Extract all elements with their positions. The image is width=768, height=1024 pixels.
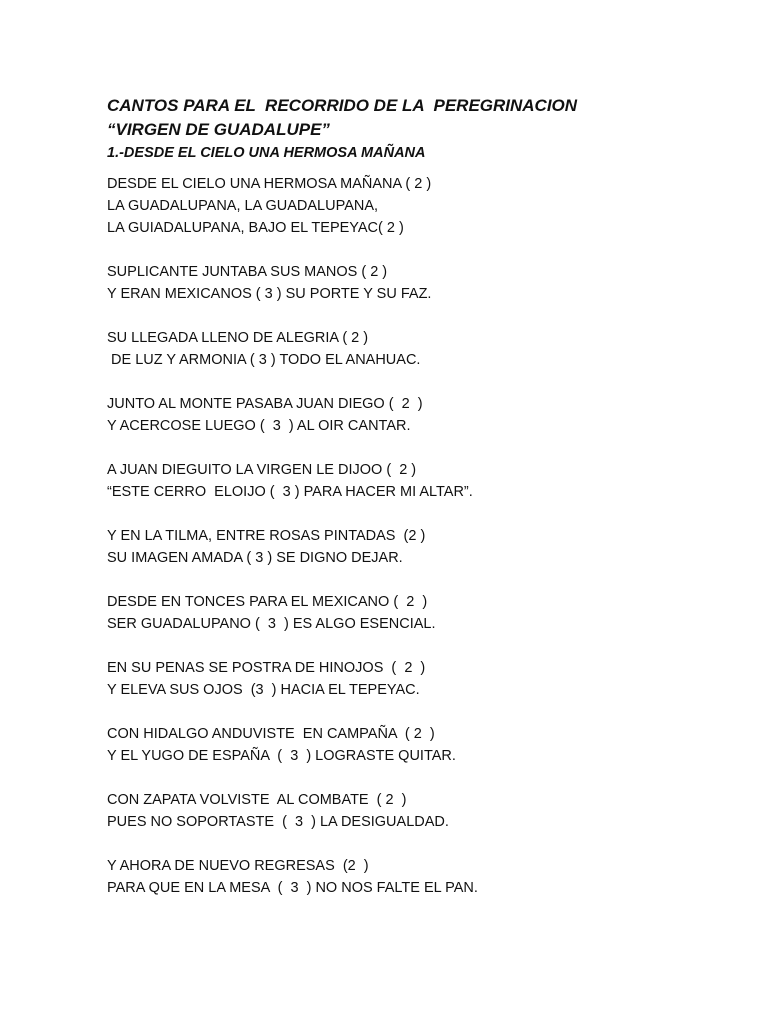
lyric-line: DESDE EL CIELO UNA HERMOSA MAÑANA ( 2 ): [107, 176, 432, 192]
document-title-line-1: CANTOS PARA EL RECORRIDO DE LA PEREGRINACION: [107, 96, 578, 115]
stanza-5: [107, 459, 727, 503]
song-title: 1.-DESDE EL CIELO UNA HERMOSA MAÑANA: [107, 145, 426, 161]
lyric-line: SU IMAGEN AMADA ( 3 ) SE DIGNO DEJAR.: [107, 550, 403, 566]
lyric-line: CON ZAPATA VOLVISTE AL COMBATE ( 2 ): [107, 792, 407, 808]
lyric-line: LA GUADALUPANA, LA GUADALUPANA,: [107, 198, 379, 214]
lyric-line: Y EL YUGO DE ESPAÑA ( 3 ) LOGRASTE QUITAR.: [107, 748, 456, 764]
stanza-2: [107, 261, 727, 305]
lyric-line: “ESTE CERRO ELOIJO ( 3 ) PARA HACER MI ALTAR”.: [107, 484, 473, 500]
stanza-6: [107, 525, 727, 569]
lyric-line: SER GUADALUPANO ( 3 ) ES ALGO ESENCIAL.: [107, 616, 436, 632]
stanza-9: [107, 723, 727, 767]
lyric-line: JUNTO AL MONTE PASABA JUAN DIEGO ( 2 ): [107, 396, 423, 412]
document-page: [107, 94, 727, 921]
lyric-line: EN SU PENAS SE POSTRA DE HINOJOS ( 2 ): [107, 660, 426, 676]
lyric-line: Y ERAN MEXICANOS ( 3 ) SU PORTE Y SU FAZ.: [107, 286, 432, 302]
lyric-line: DESDE EN TONCES PARA EL MEXICANO ( 2 ): [107, 594, 428, 610]
lyric-line: PARA QUE EN LA MESA ( 3 ) NO NOS FALTE EL PAN.: [107, 880, 478, 896]
stanza-1: [107, 173, 727, 239]
stanza-8: [107, 657, 727, 701]
stanza-7: [107, 591, 727, 635]
lyric-line: CON HIDALGO ANDUVISTE EN CAMPAÑA ( 2 ): [107, 726, 435, 742]
stanza-3: [107, 327, 727, 371]
document-title-line-2: “VIRGEN DE GUADALUPE”: [107, 120, 330, 139]
stanza-11: [107, 855, 727, 899]
stanza-4: [107, 393, 727, 437]
lyric-line: Y EN LA TILMA, ENTRE ROSAS PINTADAS (2 ): [107, 528, 426, 544]
lyric-line: Y AHORA DE NUEVO REGRESAS (2 ): [107, 858, 369, 874]
lyric-line: SUPLICANTE JUNTABA SUS MANOS ( 2 ): [107, 264, 388, 280]
lyric-line: PUES NO SOPORTASTE ( 3 ) LA DESIGUALDAD.: [107, 814, 449, 830]
lyric-line: Y ACERCOSE LUEGO ( 3 ) AL OIR CANTAR.: [107, 418, 411, 434]
lyric-line: Y ELEVA SUS OJOS (3 ) HACIA EL TEPEYAC.: [107, 682, 420, 698]
lyric-line: A JUAN DIEGUITO LA VIRGEN LE DIJOO ( 2 ): [107, 462, 417, 478]
stanza-10: [107, 789, 727, 833]
lyric-line: LA GUIADALUPANA, BAJO EL TEPEYAC( 2 ): [107, 220, 404, 236]
lyric-line: DE LUZ Y ARMONIA ( 3 ) TODO EL ANAHUAC.: [107, 352, 421, 368]
lyric-line: SU LLEGADA LLENO DE ALEGRIA ( 2 ): [107, 330, 369, 346]
